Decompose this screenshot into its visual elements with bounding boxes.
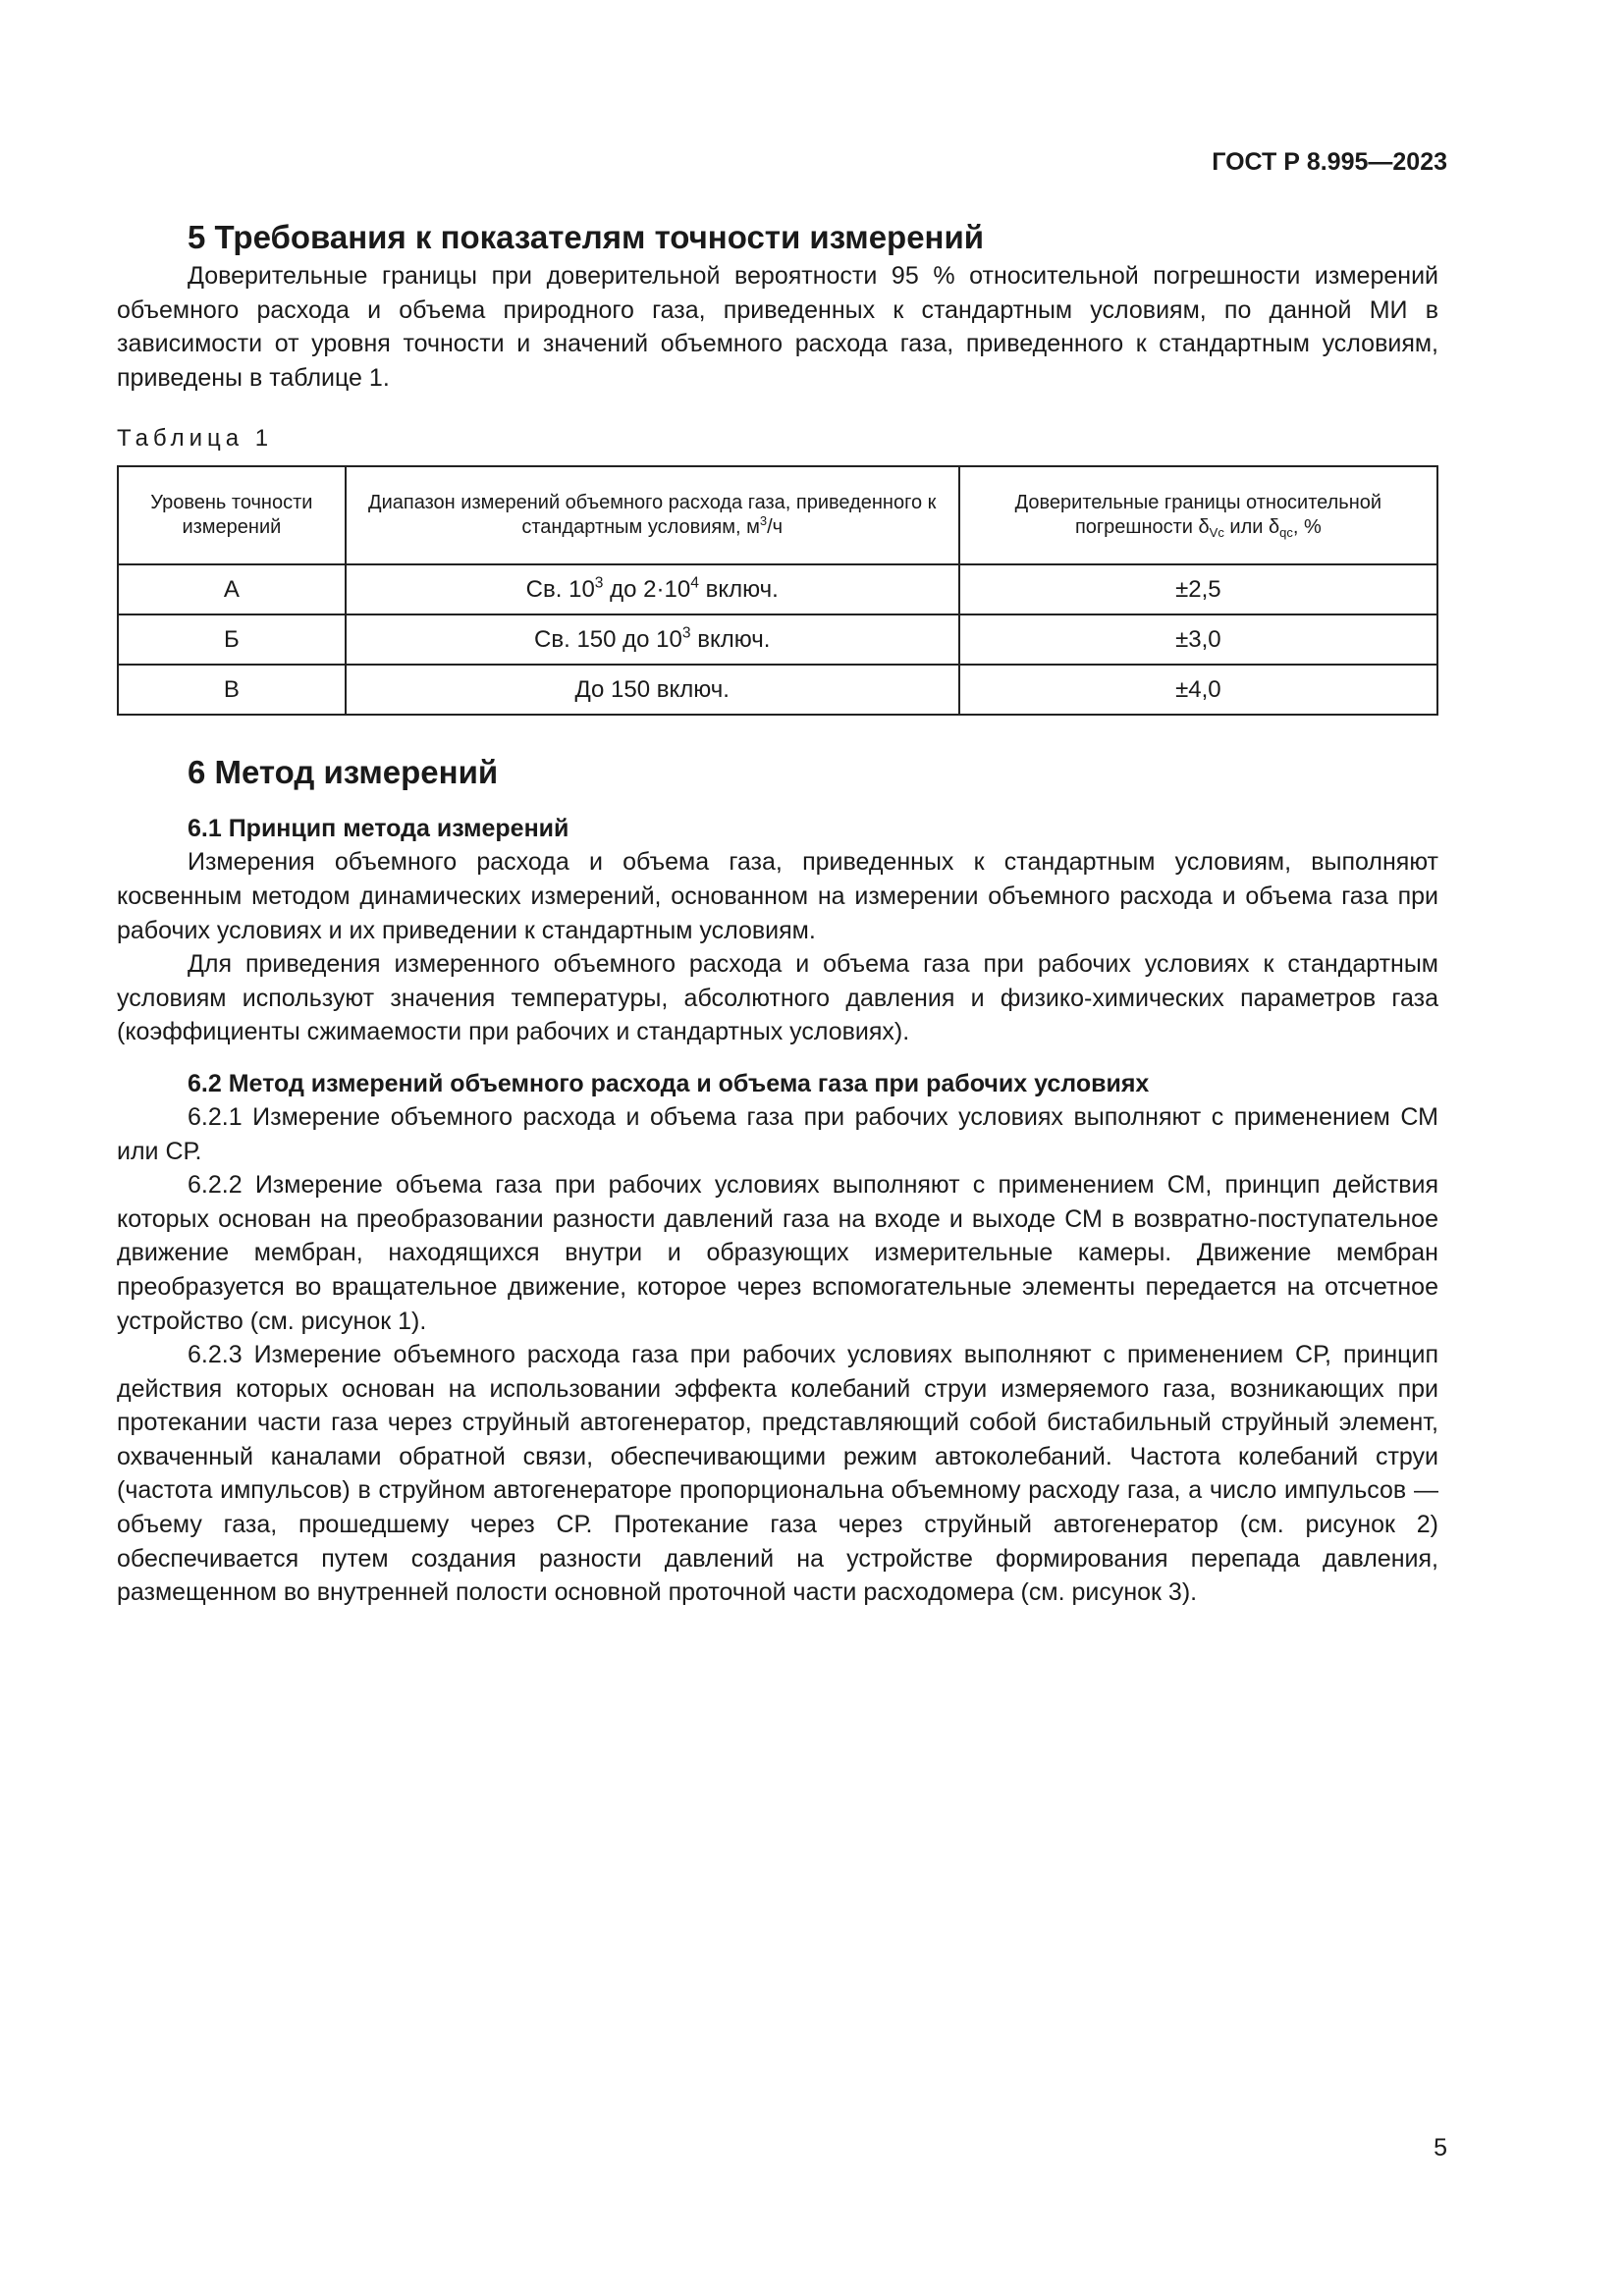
table-row (118, 665, 1437, 715)
accuracy-table (117, 465, 1438, 716)
subsection-6-1-paragraph-2: Для приведения измеренного объемного расхода и объема газа при рабочих условиях к стандартным условиям используют значения температуры, абсолютного давления и физико-химических параметров газа (коэффициенты сжимаемости при рабочих и стандартных условиях). (117, 950, 1438, 1046)
cell-level: Б (118, 614, 346, 665)
section-5-title: 5 Требования к показателям точности измерений (188, 219, 985, 255)
subsection-6-2-title: 6.2 Метод измерений объемного расхода и объема газа при рабочих условиях (188, 1069, 1150, 1097)
cell-range: Св. $10^3$ до $2\cdot 10^4$ включ. (346, 564, 959, 614)
page-number: 5 (1434, 2134, 1447, 2162)
table-row (118, 614, 1437, 665)
cell-range: До 150 включ. (346, 665, 959, 715)
table-caption: Таблица 1 (117, 425, 274, 453)
cell-level: А (118, 564, 346, 614)
document-code: ГОСТ Р 8.995—2023 (1212, 148, 1447, 176)
cell-error: ±2,5 (959, 564, 1437, 614)
clause-6-2-2: 6.2.2 Измерение объема газа при рабочих условиях выполняют с применением СМ, принцип действия которых основан на преобразовании разности давлений газа на входе и выходе СМ в возвратно-поступательное движение мембран, находящихся внутри и образующих измерительные камеры. Движение мембран преобразуется во вращательное движение, которое через вспомогательные элементы передается на отсчетное устройство (см. рисунок 1). (117, 1171, 1438, 1335)
section-6-title: 6 Метод измерений (188, 754, 499, 791)
subsection-6-1-paragraph-1: Измерения объемного расхода и объема газа, приведенных к стандартным условиям, выполняют косвенным методом динамических измерений, основанном на измерении объемного расхода и объема газа при рабочих условиях и их приведении к стандартным условиям. (117, 848, 1438, 944)
clause-6-2-3: 6.2.3 Измерение объемного расхода газа при рабочих условиях выполняют с применением СР, принцип действия которых основан на использовании эффекта колебаний струи измеряемого газа, возникающих при протекании части газа через струйный автогенератор, представляющий собой бистабильный струйный элемент, охваченный каналами обратной связи, обеспечивающими режим автоколебаний. Частота колебаний струи (частота импульсов) в струйном автогенераторе пропорциональна объемному расходу газа, а число импульсов — объему газа, прошедшему через СР. Протекание газа через струйный автогенератор (см. рисунок 2) обеспечивается путем создания разности давлений на устройстве формирования перепада давления, размещенном во внутренней полости основной проточной части расходомера (см. рисунок 3). (117, 1341, 1438, 1607)
cell-error: ±4,0 (959, 665, 1437, 715)
clause-6-2-1: 6.2.1 Измерение объемного расхода и объема газа при рабочих условиях выполняют с применением СМ или СР. (117, 1102, 1438, 1165)
header-measurement-range: Диапазон измерений объемного расхода газа, приведенного к стандартным условиям, $м^3/ч$ (346, 466, 959, 564)
cell-range: Св. 150 до $10^3$ включ. (346, 614, 959, 665)
section-5-paragraph: Доверительные границы при доверительной вероятности 95 % относительной погрешности измерений объемного расхода и объема природного газа, приведенных к стандартным условиям, по данной МИ в зависимости от уровня точности и значений объемного расхода газа, приведенного к стандартным условиям, приведены в таблице 1. (117, 262, 1438, 392)
page-content (117, 216, 1438, 1610)
header-error-bounds: Доверительные границы относительной погрешности $\delta_{Vc}$ или $\delta_{qc}$, % (959, 466, 1437, 564)
cell-error: ±3,0 (959, 614, 1437, 665)
table-header-row (118, 466, 1437, 564)
header-accuracy-level: Уровень точности измерений (118, 466, 346, 564)
subsection-6-1-title: 6.1 Принцип метода измерений (188, 815, 569, 843)
cell-level: В (118, 665, 346, 715)
table-row (118, 564, 1437, 614)
